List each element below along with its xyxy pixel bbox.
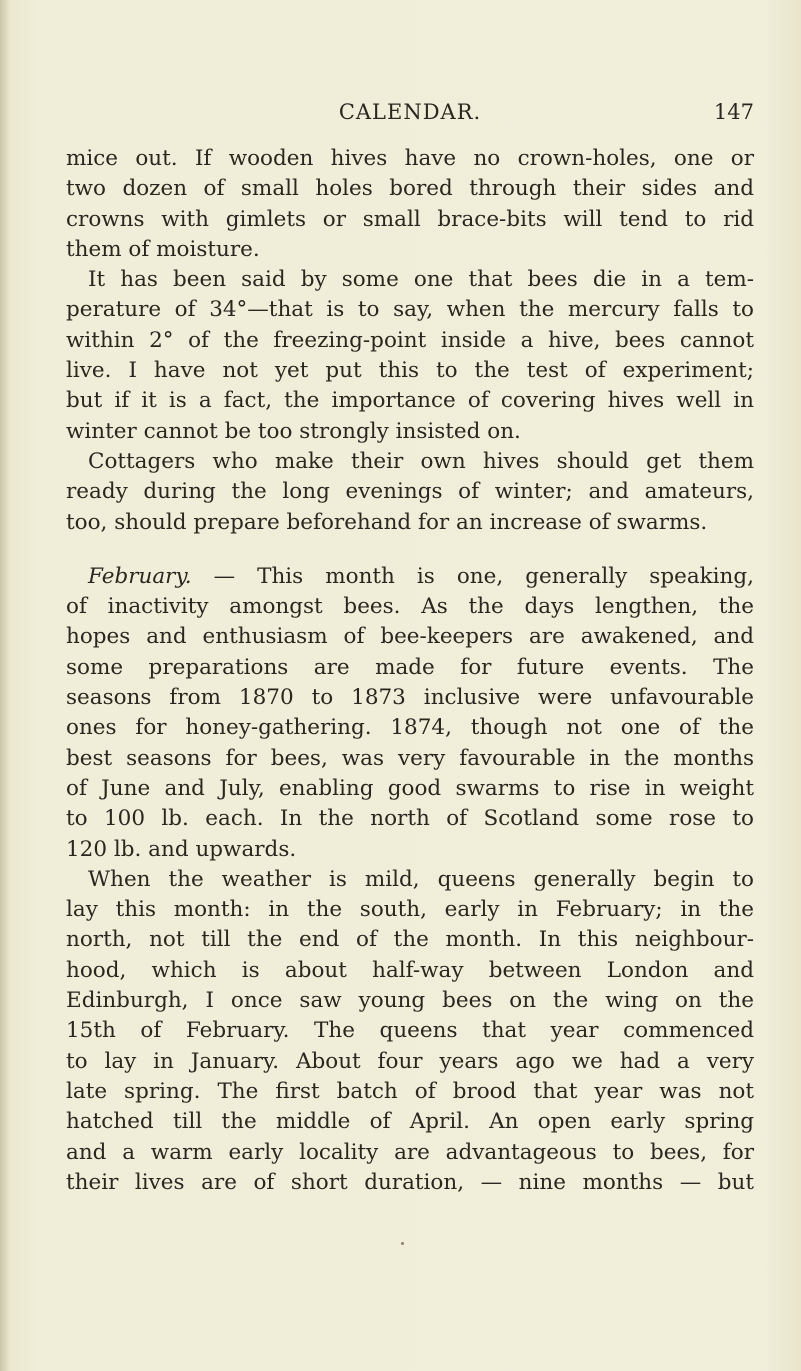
- text-line: hood, which is about half-way between London and: [66, 957, 754, 983]
- text-line: some preparations are made for future events. The: [66, 654, 754, 680]
- text-line: them of moisture.: [66, 236, 260, 262]
- page-binding-shadow: [0, 0, 10, 1371]
- text-line: seasons from 1870 to 1873 inclusive were unfavourable: [66, 685, 754, 711]
- body-text: [66, 144, 754, 1198]
- text-line: crowns with gimlets or small brace-bits will tend to rid: [66, 206, 754, 232]
- text-line: Edinburgh, I once saw young bees on the wing on the: [66, 988, 754, 1014]
- text-line: perature of 34°—that is to say, when the mercury falls to: [66, 297, 754, 323]
- text-line: ready during the long evenings of winter; and amateurs,: [66, 479, 754, 505]
- text-line: two dozen of small holes bored through their sides and: [66, 176, 754, 202]
- text-line: It has been said by some one that bees die in a tem-: [88, 267, 754, 293]
- text-line: Cottagers who make their own hives should get them: [88, 448, 754, 474]
- text-line: late spring. The first batch of brood that year was not: [66, 1078, 754, 1104]
- text-line: to 100 lb. each. In the north of Scotland some rose to: [66, 806, 754, 832]
- text-line: winter cannot be too strongly insisted on.: [66, 418, 521, 444]
- text-line-rest: — This month is one, generally speaking,: [191, 563, 754, 589]
- section-heading-line: [66, 562, 754, 592]
- text-line: of June and July, enabling good swarms to rise in weight: [66, 775, 754, 801]
- text-line: best seasons for bees, was very favourable in the months: [66, 745, 754, 771]
- ink-speck: [401, 1242, 404, 1245]
- text-line: of inactivity amongst bees. As the days lengthen, the: [66, 594, 754, 620]
- text-line: their lives are of short duration, — nine months — but: [66, 1169, 754, 1195]
- text-line: 15th of February. The queens that year commenced: [66, 1018, 754, 1044]
- text-line: but if it is a fact, the importance of covering hives well in: [66, 388, 754, 414]
- running-head: CALENDAR.: [338, 100, 482, 124]
- page-header: [66, 100, 754, 130]
- text-line: 120 lb. and upwards.: [66, 836, 297, 862]
- text-line: to lay in January. About four years ago we had a very: [66, 1048, 754, 1074]
- text-line: lay this month: in the south, early in February; in the: [66, 897, 754, 923]
- page-number: 147: [713, 100, 754, 124]
- section-heading-february: February.: [88, 563, 192, 589]
- text-line: hatched till the middle of April. An open early spring: [66, 1109, 754, 1135]
- section-gap: [66, 538, 754, 562]
- text-line: too, should prepare beforehand for an increase of swarms.: [66, 509, 708, 535]
- text-line: live. I have not yet put this to the test of experiment;: [66, 358, 754, 384]
- text-line: hopes and enthusiasm of bee-keepers are awakened, and: [66, 624, 754, 650]
- text-line: mice out. If wooden hives have no crown-holes, one or: [66, 146, 754, 171]
- text-line: within 2° of the freezing-point inside a hive, bees cannot: [66, 327, 754, 353]
- text-line: ones for honey-gathering. 1874, though not one of the: [66, 715, 754, 741]
- text-line: and a warm early locality are advantageous to bees, for: [66, 1139, 754, 1165]
- text-line: When the weather is mild, queens generally begin to: [88, 866, 754, 892]
- text-line: north, not till the end of the month. In this neighbour-: [66, 927, 754, 953]
